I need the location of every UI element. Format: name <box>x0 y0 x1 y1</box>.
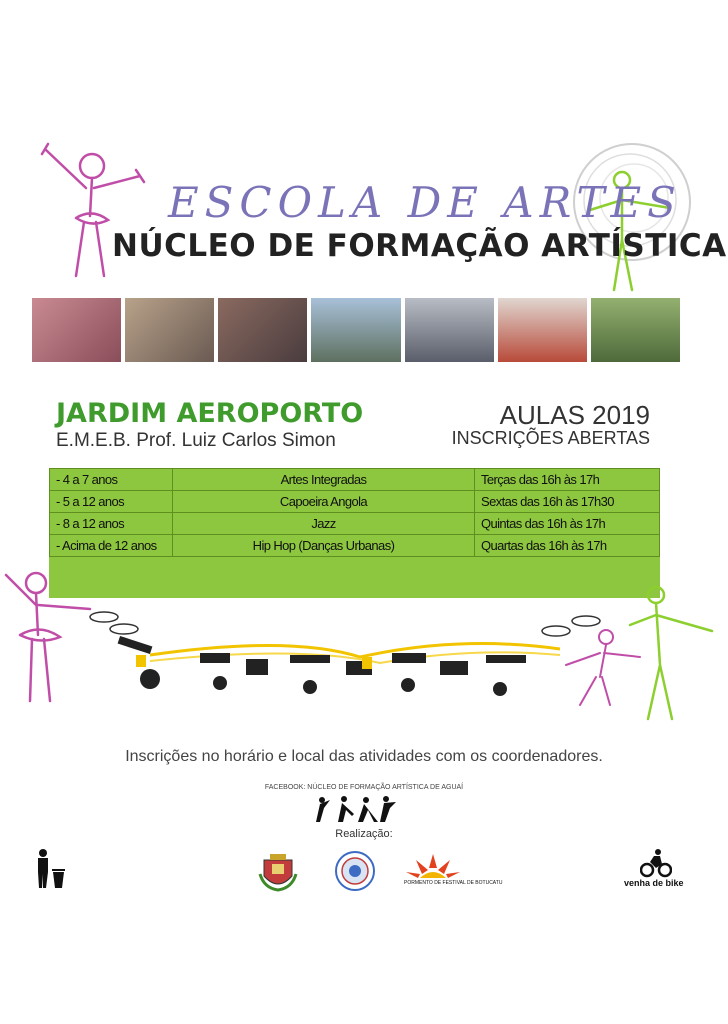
activity-cell: Jazz <box>173 513 475 535</box>
dancers-silhouette-icon <box>312 794 396 824</box>
age-cell: - Acima de 12 anos <box>50 535 173 557</box>
table-row <box>50 535 660 557</box>
photo <box>498 298 587 362</box>
festival-caption: PORMENTO DE FESTIVAL DE BOTUCATU <box>404 880 503 886</box>
photo <box>125 298 214 362</box>
table-row <box>50 513 660 535</box>
age-cell: - 8 a 12 anos <box>50 513 173 535</box>
time-cell: Quartas das 16h às 17h <box>475 535 660 557</box>
time-cell: Quintas das 16h às 17h <box>475 513 660 535</box>
facebook-label: FACEBOOK: NÚCLEO DE FORMAÇÃO ARTÍSTICA DE AGUAÍ <box>264 784 464 791</box>
school-name: E.M.E.B. Prof. Luiz Carlos Simon <box>56 430 336 451</box>
seal-logo <box>334 850 376 892</box>
photo <box>591 298 680 362</box>
classes-title: AULAS 2019 <box>499 400 650 430</box>
time-cell: Sextas das 16h às 17h30 <box>475 491 660 513</box>
festival-sun-logo <box>404 850 462 880</box>
music-doodle-band <box>0 565 728 725</box>
trash-disposal-icon <box>34 848 66 888</box>
activity-cell: Capoeira Angola <box>173 491 475 513</box>
registration-note: Inscrições no horário e local das atividades com os coordenadores. <box>125 748 603 765</box>
schedule-table <box>49 468 660 557</box>
location-name: JARDIM AEROPORTO <box>56 398 364 429</box>
bicycle-icon <box>640 848 672 878</box>
photo <box>311 298 400 362</box>
program-title: NÚCLEO DE FORMAÇÃO ARTÍSTICA <box>112 228 727 264</box>
age-cell: - 4 a 7 anos <box>50 469 173 491</box>
activity-cell: Artes Integradas <box>173 469 475 491</box>
photo <box>405 298 494 362</box>
city-crest-logo <box>258 852 298 892</box>
time-cell: Terças das 16h às 17h <box>475 469 660 491</box>
registration-status: INSCRIÇÕES ABERTAS <box>451 428 650 448</box>
activity-cell: Hip Hop (Danças Urbanas) <box>173 535 475 557</box>
photo <box>218 298 307 362</box>
table-row <box>50 491 660 513</box>
age-cell: - 5 a 12 anos <box>50 491 173 513</box>
realizacao-label: Realização: <box>335 828 393 840</box>
photo <box>32 298 121 362</box>
table-row <box>50 469 660 491</box>
school-title-script: ESCOLA DE ARTES <box>168 178 682 227</box>
bike-caption: venha de bike <box>624 878 684 888</box>
photo-strip <box>32 298 680 362</box>
